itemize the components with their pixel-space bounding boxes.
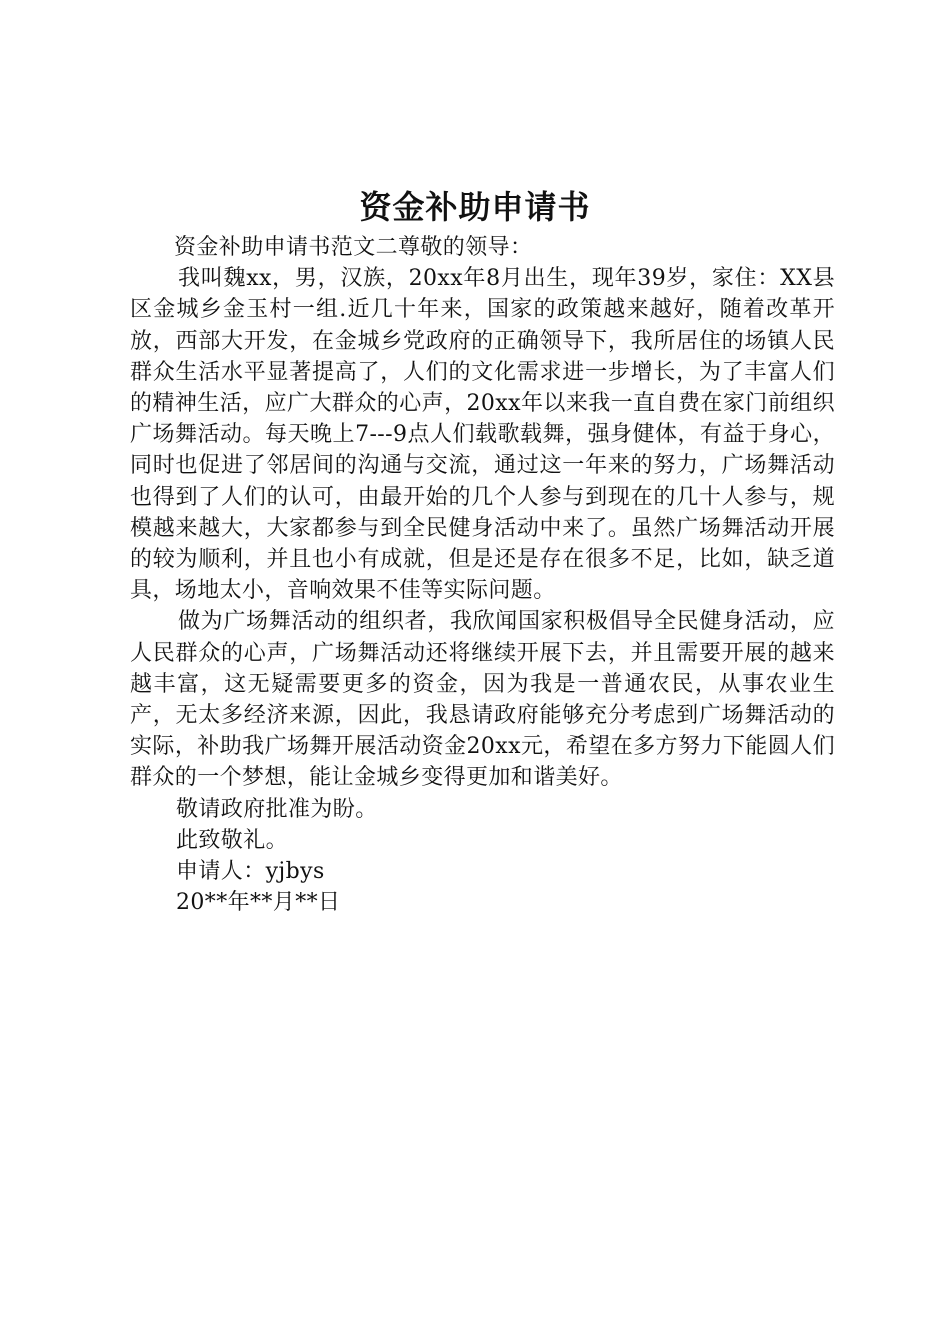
document-title: 资金补助申请书 — [359, 188, 591, 226]
body-paragraph-2: 做为广场舞活动的组织者，我欣闻国家积极倡导全民健身活动，应人民群众的心声，广场舞活动还将继续开展下去，并且需要开展的越来越丰富，这无疑需要更多的资金，因为我是一普通农民，从事农业生产，无太多经济来源，因此，我恳请政府能够充分考虑到广场舞活动的实际，补助我广场舞开展活动资金20xx元，希望在多方努力下能圆人们群众的一个梦想，能让金城乡变得更加和谐美好。 — [130, 609, 835, 791]
salutation: 此致敬礼。 — [176, 827, 289, 853]
greeting-line: 资金补助申请书范文二尊敬的领导： — [174, 235, 533, 260]
document-body — [130, 232, 835, 918]
body-paragraph-1: 我叫魏xx，男，汉族，20xx年8月出生，现年39岁，家住：XX县区金城乡金玉村一组.近几十年来，国家的政策越来越好，随着改革开放，西部大开发，在金城乡党政府的正确领导下，我所居住的场镇人民群众生活水平显著提高了，人们的文化需求进一步增长，为了丰富人们的精神生活，应广大群众的心声，20xx年以来我一直自费在家门前组织广场舞活动。每天晚上7---9点人们载歌载舞，强身健体，有益于身心，同时也促进了邻居间的沟通与交流，通过这一年来的努力，广场舞活动也得到了人们的认可，由最开始的几个人参与到现在的几十人参与，规模越来越大，大家都参与到全民健身活动中来了。虽然广场舞活动开展的较为顺利，并且也小有成就，但是还是存在很多不足，比如，缺乏道具，场地太小，音响效果不佳等实际问题。 — [130, 266, 835, 604]
closing-request: 敬请政府批准为盼。 — [176, 796, 378, 822]
date-line: 20**年**月**日 — [176, 890, 341, 916]
applicant-line: 申请人：yjbys — [176, 859, 325, 885]
